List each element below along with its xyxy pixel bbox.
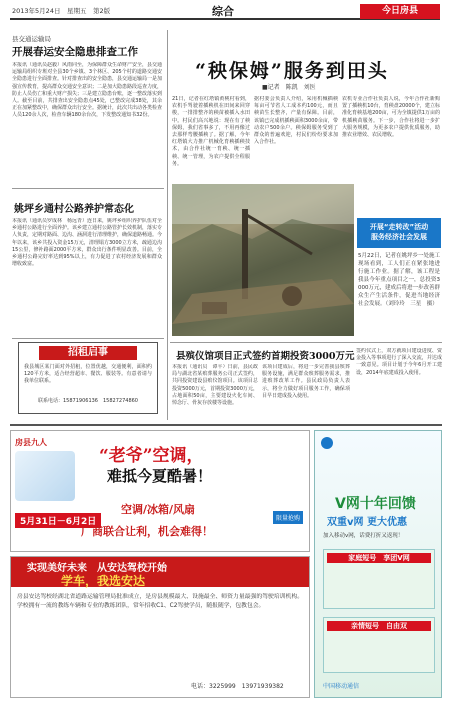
section-title: 综合 bbox=[212, 5, 234, 18]
article-title: 县殡仪馆项目正式签约首期投资3000万元 bbox=[176, 351, 355, 362]
ad-body: 房县安达驾校经湖北省道路运输管理局批准成立，是房县规模最大、设施最全、师资力量最强的驾驶培训机构。学校拥有一流的教练车辆和专业的教练团队，常年招收C1、C2驾驶学员，随报随学，包教包会。 bbox=[17, 594, 303, 609]
ad-brand: 房县九人 bbox=[15, 438, 47, 447]
driving-school-ad bbox=[10, 556, 310, 698]
newspaper-logo: 今日房县 bbox=[360, 4, 440, 19]
rental-notice-ad bbox=[18, 342, 158, 414]
campaign-line-2: 服务经济社会发展 bbox=[371, 233, 427, 241]
ad-footer: 中国移动通信 bbox=[323, 683, 360, 690]
divider bbox=[12, 188, 164, 189]
air-conditioner-image bbox=[15, 451, 75, 501]
rental-notice-contact: 联系电话：15871906136 15827274860 bbox=[38, 398, 138, 404]
ad-note: 加入移动v网，话费打折又返现！ bbox=[323, 533, 404, 539]
promo-block-1-label: 家庭短号 享团V网 bbox=[327, 553, 431, 563]
ad-contact: 电话：3225999 13971939382 bbox=[191, 683, 284, 690]
promo-block-2-label: 亲情短号 自由双 bbox=[327, 621, 431, 631]
ad-section-divider bbox=[10, 424, 442, 426]
rental-notice-body: 我县城区某门面对外招租，位置优越，交通便利，面积约120平方米，适合经营超市、餐饮、服装等。有意者请与我单位联系。 bbox=[24, 364, 152, 385]
ad-dates: 5月31日－6月2日 bbox=[15, 513, 101, 528]
article-kicker: 县交通运输局 bbox=[12, 35, 51, 43]
campaign-banner bbox=[357, 218, 441, 248]
mobile-carrier-ad bbox=[314, 430, 442, 698]
ad-tag: 限量抢购 bbox=[273, 511, 303, 524]
air-conditioner-ad bbox=[10, 430, 310, 552]
feature-body-col1: 21日，记者在红塔镇黄桃村看到，农机手驾驶着插秧机在田间来回穿梭，一排排整齐的秧苗被插入水田中。村民们高兴地说：现在有了秧保姆，我们省事多了，不用再像过去那样弯腰插秧了。据了解，今年红塔镇大力推广机械化育秧插秧技术，由合作社统一育秧、统一插秧、统一管理，为农户提供全程服务。 bbox=[172, 96, 250, 167]
article-body: 本报讯（通讯员赵毅）风雨同至，为保障群众生命财产安全，县交通运输局组织专班对全县30个乡镇、3个林区、205个村的道路交通安全隐患进行全面排查。针对排查出的安全隐患，县交通运输局一是加强宣传教育，提高群众交通安全意识；二是加大隐患路段巡查力度，防止人员伤亡和重大财产损失；三是建立隐患台账，逐一整改落实到人。截至目前，共排查出安全隐患点45处，已整改完成38处，其余正在加紧整改中，确保群众出行安全。据统计，此次共出动各类检查人员120余人次，检查车辆180余台次，下发整改通知书32份。 bbox=[12, 62, 162, 119]
feature-photo bbox=[172, 184, 354, 336]
article-body: 本报讯（通讯员罗成林 杨远青）连日来，姚坪乡组织养护队伍对全乡通村公路进行全面养护。该乡建立通村公路管护长效机制，落实专人负责，定期对路面、边沟、涵洞进行清理维护，确保道路畅通。今年以来，该乡共投入资金15万元，清理塌方3000立方米，疏通边沟15公里，修补路面2000平方米，群众出行条件明显改善。目前，全乡通村公路完好率达到95%以上，有力促进了农村经济发展和群众增收致富。 bbox=[12, 218, 162, 268]
feature-headline: “秧保姆”服务到田头 bbox=[195, 60, 389, 82]
campaign-line-1: 开展“走转改”活动 bbox=[369, 223, 429, 231]
divider bbox=[12, 338, 164, 339]
article-body-col2: 该项目建成后，将进一步完善我县殡葬服务设施，满足群众殡葬服务需求，推进殡葬改革工作。县民政局负责人表示，将全力做好项目服务工作，确保项目早日建成投入使用。 bbox=[262, 364, 350, 399]
ad-subtitle: 双重v网 更大优惠 bbox=[327, 517, 407, 528]
photo-caption: 5月22日，记者在姚坪乡一处施工现场看到，工人们正在紧张地进行施工作业。据了解，该工程是我县今年重点项目之一，总投资3000万元，建成后将进一步改善群众生产生活条件，促进当地经济社会发展。（刘玲玲 三星 摄） bbox=[358, 253, 440, 307]
carrier-logo-icon bbox=[321, 437, 333, 449]
ad-title: V网十年回馈 bbox=[335, 496, 416, 512]
article-body-col1: 本报讯（通讯员 谭平）日前，县民政局与湖北省某殡葬服务公司正式签约，共同投资建设县殡仪馆项目。该项目总投资5000万元，首期投资3000万元，占地面积50亩，主要建设火化车间、悼念厅、骨灰存放楼等设施。 bbox=[172, 364, 258, 407]
promo-block-2 bbox=[323, 617, 435, 673]
column-rule bbox=[167, 30, 168, 420]
feature-byline: ■记者 陈凯 刘医 bbox=[262, 84, 316, 91]
feature-body-col2: 据村委会负责人介绍，采用机械插秧每亩可节省人工成本约100元，而且秧苗生长整齐，产量有保障。目前，该镇已完成机插秧面积3000余亩，带动农户500余户。秧保姆服务受到了群众的普遍欢迎，村民们纷纷要求加入合作社。 bbox=[254, 96, 338, 146]
construction-photo-image bbox=[172, 184, 354, 336]
divider bbox=[170, 342, 442, 343]
article-title: 姚坪乡通村公路养护常态化 bbox=[14, 204, 134, 215]
ad-products: 空调/冰箱/风扇 bbox=[121, 503, 196, 516]
ad-headline-2: 难抵今夏酷暑！ bbox=[107, 467, 213, 485]
ad-headline-1: 实现美好未来 从安达驾校开始 bbox=[27, 563, 167, 574]
article-body-col3: 签约仪式上，双方就项目建设进度、资金投入等事项进行了深入交流，并达成一致意见。项目计划于今年6月开工建设，2014年底建成投入使用。 bbox=[356, 348, 442, 376]
feature-body-col3: 农机专业合作社负责人说，今年合作社新购置了插秧机10台，育秧盘20000个，建立标准化育秧基地200亩，可为全镇提供1万亩的机插秧苗服务。下一步，合作社将进一步扩大服务规模，为更多农户提供优质服务，助推农业增效、农民增收。 bbox=[342, 96, 440, 139]
article-title: 开展春运安全隐患排查工作 bbox=[12, 46, 138, 58]
rental-notice-title: 招租启事 bbox=[39, 346, 137, 360]
promo-block-1 bbox=[323, 549, 435, 609]
page-date: 2013年5月24日 星期五 第2版 bbox=[12, 7, 111, 15]
ad-headline-1: “老爷”空调， bbox=[99, 446, 204, 466]
ad-headline-2: 学车，我选安达 bbox=[61, 574, 146, 588]
ad-slogan: 厂商联合让利，机会难得！ bbox=[81, 525, 213, 538]
